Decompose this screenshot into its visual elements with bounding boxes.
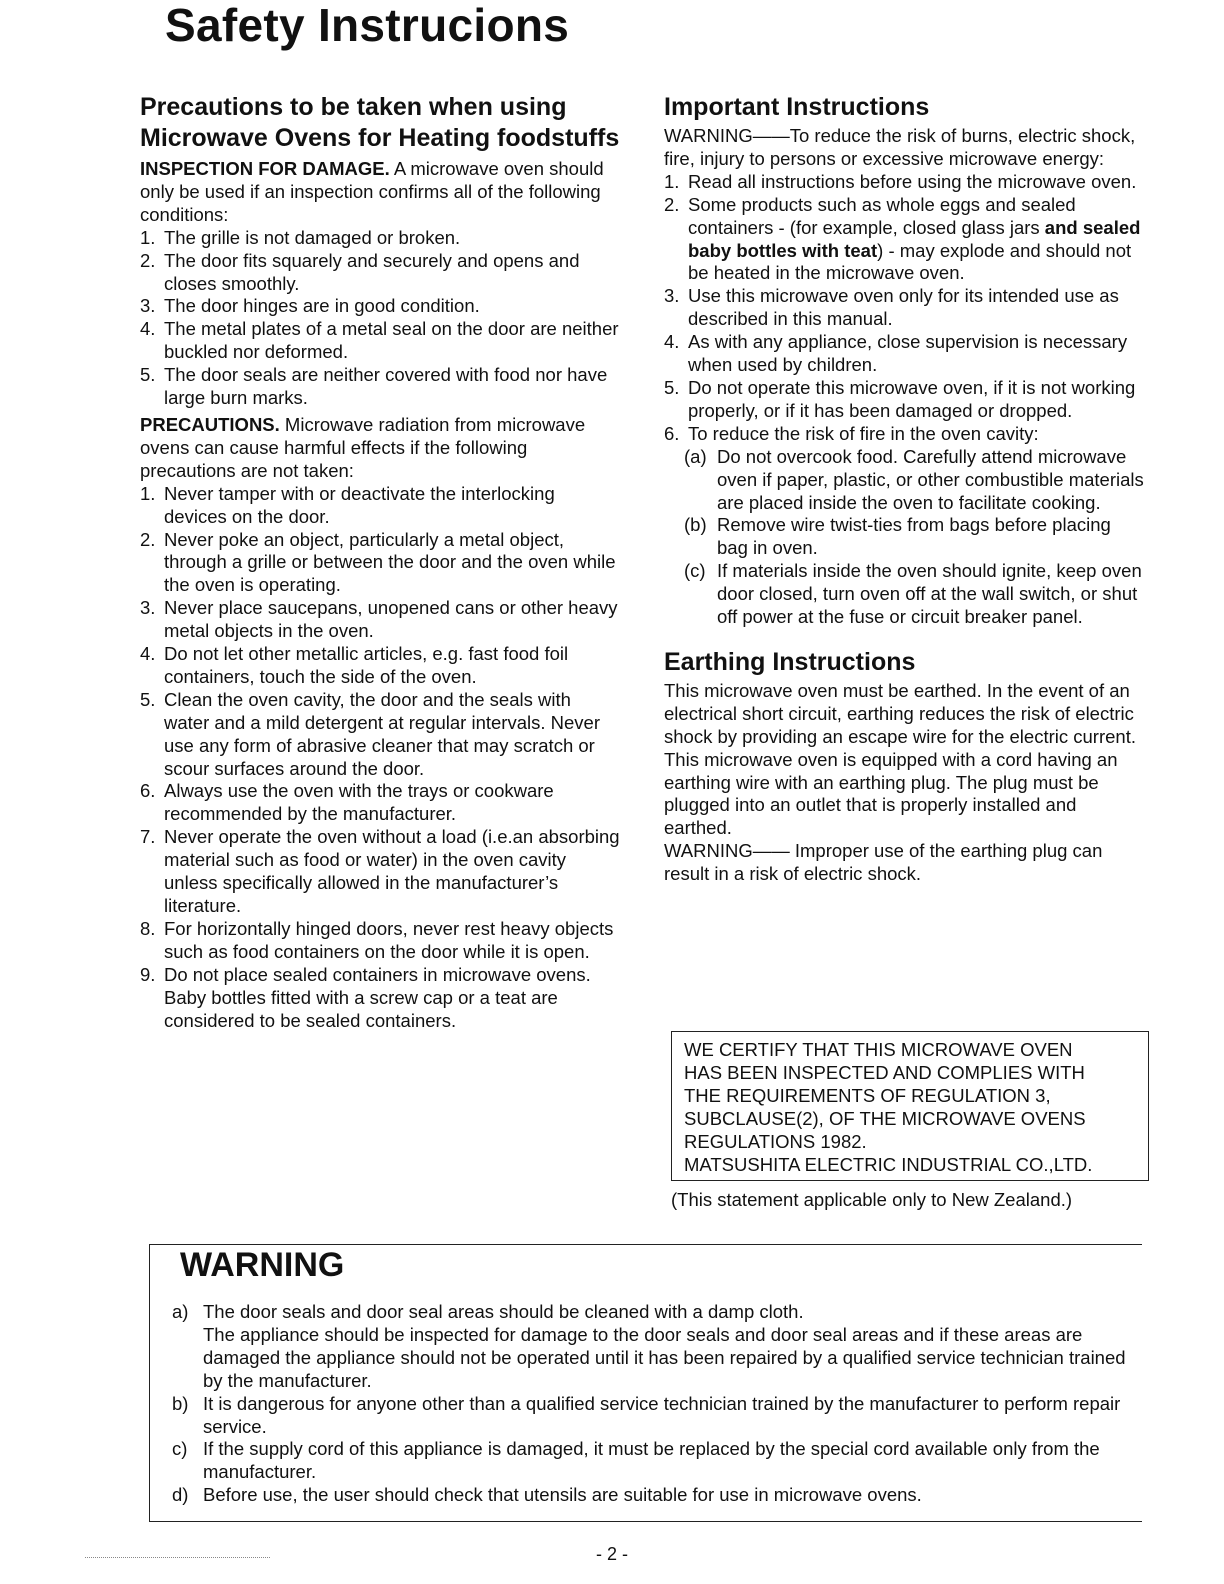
warning-item-a: a) The door seals and door seal areas should be cleaned with a damp cloth.	[172, 1301, 804, 1322]
inspection-item: 4. The metal plates of a metal seal on the door are neither buckled nor deformed.	[140, 318, 619, 363]
warning-title: WARNING	[180, 1246, 345, 1284]
precautions-heading: Precautions to be taken when using Microwave Ovens for Heating foodstuffs	[140, 93, 620, 152]
earthing-warning: WARNING—— Improper use of the earthing plug can result in a risk of electric shock.	[664, 840, 1103, 885]
important-item: 1. Read all instructions before using the microwave oven.	[664, 170, 1137, 192]
certificate-note: (This statement applicable only to New Zealand.)	[671, 1189, 1073, 1210]
inspection-intro-text: A microwave oven should only be used if an inspection confirms all of the following conditions:	[140, 158, 604, 225]
precaution-note: Baby bottles fitted with a screw cap or a teat are considered to be sealed containers.	[164, 986, 558, 1031]
important-item: 3. Use this microwave oven only for its intended use as described in this manual.	[664, 285, 1119, 330]
warning-item-b: b) It is dangerous for anyone other than a qualified service technician trained by the manufacturer to perform repair service.	[172, 1392, 1121, 1437]
certificate-line: MATSUSHITA ELECTRIC INDUSTRIAL CO.,LTD.	[684, 1154, 1093, 1175]
inspection-item: 5. The door seals are neither covered with food nor have large burn marks.	[140, 364, 608, 409]
precaution-item: 4. Do not let other metallic articles, e.g. fast food foil containers, touch the side of the oven.	[140, 643, 569, 687]
important-list	[664, 171, 1144, 446]
precaution-item: 5. Clean the oven cavity, the door and the seals with water and a mild detergent at regular intervals. Never use any form of abrasive cleaner that may scratch or scour surfaces around the door.	[140, 688, 600, 779]
earthing-body: This microwave oven must be earthed. In the event of an electrical short circuit, earthing reduces the risk of electric shock by providing an escape wire for the electric current. This microwave oven is equipped with a cord having an earthing wire with an earthing plug. The plug must be plugged into an outlet that is properly installed and earthed.	[664, 679, 1136, 839]
important-item: 2. Some products such as whole eggs and sealed containers - (for example, closed glass jars and sealed baby bottles with teat) - may explode and should not be heated in the microwave oven.	[664, 193, 1141, 284]
precaution-item: 3. Never place saucepans, unopened cans or other heavy metal objects in the oven.	[140, 597, 618, 642]
inspection-list	[140, 227, 620, 410]
inspection-label: INSPECTION FOR DAMAGE.	[140, 158, 390, 179]
certificate-line: SUBCLAUSE(2), OF THE MICROWAVE OVENS	[684, 1108, 1086, 1129]
certificate-line: THE REQUIREMENTS OF REGULATION 3,	[684, 1085, 1051, 1106]
page-title: Safety Instrucions	[165, 0, 570, 51]
certificate-line: HAS BEEN INSPECTED AND COMPLIES WITH	[684, 1062, 1085, 1083]
certificate-box	[671, 1031, 1149, 1181]
important-item: 6. To reduce the risk of fire in the oven cavity:	[664, 422, 1039, 444]
important-subitem: (c) If materials inside the oven should ignite, keep oven door closed, turn oven off at the wall switch, or shut off power at the fuse or circuit breaker panel.	[684, 560, 1142, 628]
precautions-list	[140, 483, 620, 987]
page-number: - 2 -	[595, 1544, 628, 1564]
important-heading: Important Instructions	[664, 93, 930, 121]
warning-item-d: d) Before use, the user should check that utensils are suitable for use in microwave ovens.	[172, 1484, 922, 1506]
certificate-line: REGULATIONS 1982.	[684, 1131, 867, 1152]
important-section	[664, 92, 1144, 886]
important-subitem: (a) Do not overcook food. Carefully attend microwave oven if paper, plastic, or other combustible materials are placed inside the oven to facilitate cooking.	[684, 445, 1144, 513]
inspection-item: 1. The grille is not damaged or broken.	[140, 226, 461, 248]
warning-item-a-continued: The appliance should be inspected for damage to the door seals and door seal areas and if these areas are damaged the appliance should not be operated until it has been repaired by a qualified service technician trained by the manufacturer.	[203, 1323, 1126, 1391]
important-subitem: (b) Remove wire twist-ties from bags before placing bag in oven.	[684, 514, 1111, 559]
important-item: 5. Do not operate this microwave oven, if it is not working properly, or if it has been damaged or dropped.	[664, 376, 1136, 421]
precaution-item: 1. Never tamper with or deactivate the interlocking devices on the door.	[140, 482, 555, 527]
precaution-item: 9. Do not place sealed containers in microwave ovens.	[140, 963, 591, 985]
warning-list	[172, 1301, 1127, 1507]
precautions-intro-text: Microwave radiation from microwave ovens can cause harmful effects if the following precautions are not taken:	[140, 413, 586, 481]
earthing-heading: Earthing Instructions	[664, 647, 916, 676]
precautions-section	[140, 92, 620, 1032]
certificate-line: WE CERTIFY THAT THIS MICROWAVE OVEN	[684, 1039, 1073, 1060]
precaution-item: 2. Never poke an object, particularly a metal object, through a grille or between the door and the oven while the oven is operating.	[140, 528, 616, 596]
important-item: 4. As with any appliance, close supervision is necessary when used by children.	[664, 331, 1128, 376]
precautions-label: PRECAUTIONS.	[140, 413, 280, 435]
inspection-item: 2. The door fits squarely and securely and opens and closes smoothly.	[140, 249, 580, 294]
precautions-intro	[140, 414, 620, 483]
precaution-item: 8. For horizontally hinged doors, never rest heavy objects such as food containers on the door while it is open.	[140, 917, 614, 962]
scan-edge-mark	[85, 1557, 270, 1558]
precaution-item: 6. Always use the oven with the trays or cookware recommended by the manufacturer.	[140, 780, 554, 825]
important-warning-intro: WARNING——To reduce the risk of burns, electric shock, fire, injury to persons or excessive microwave energy:	[664, 125, 1136, 169]
inspection-intro	[140, 158, 620, 227]
inspection-item: 3. The door hinges are in good condition.	[140, 295, 480, 317]
precaution-item: 7. Never operate the oven without a load (i.e.an absorbing material such as food or water) in the oven cavity unless specifically allowed in the manufacturer’s literature.	[140, 826, 620, 916]
warning-item-c: c) If the supply cord of this appliance is damaged, it must be replaced by the special cord available only from the manufacturer.	[172, 1438, 1100, 1483]
baby-bottles-bold: and sealed baby bottles with teat	[688, 216, 1141, 261]
